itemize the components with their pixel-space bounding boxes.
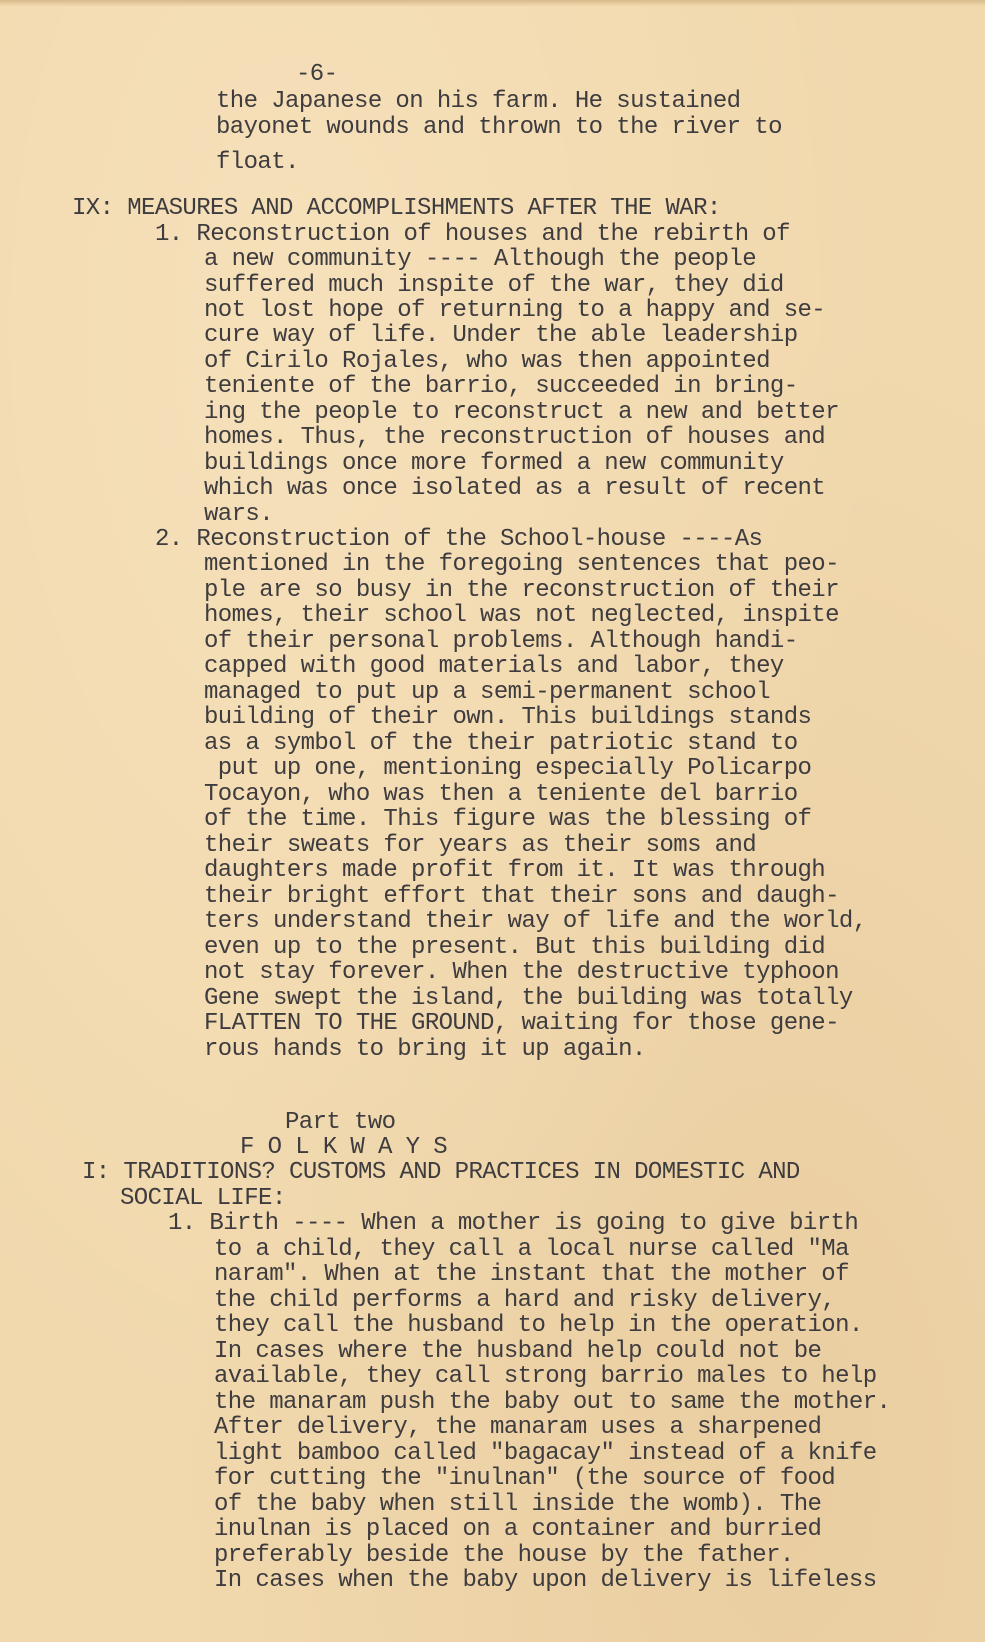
text-line: ing the people to reconstruct a new and better xyxy=(204,399,839,426)
text-line: their bright effort that their sons and daugh- xyxy=(204,883,839,910)
text-line: rous hands to bring it up again. xyxy=(204,1036,646,1063)
text-line: a new community ---- Although the people xyxy=(204,246,757,273)
text-line: for cutting the "inulnan" (the source of food xyxy=(214,1465,836,1492)
text-line: 2. Reconstruction of the School-house ----As xyxy=(155,526,763,553)
text-line: teniente of the barrio, succeeded in bring- xyxy=(204,373,798,400)
text-line: their sweats for years as their soms and xyxy=(204,832,757,859)
text-line: the Japanese on his farm. He sustained xyxy=(216,88,741,115)
text-line: ple are so busy in the reconstruction of their xyxy=(204,577,839,604)
text-line: of their personal problems. Although handi- xyxy=(204,628,798,655)
text-line: 1. Reconstruction of houses and the rebirth of xyxy=(155,221,790,248)
text-line: mentioned in the foregoing sentences that peo- xyxy=(204,551,839,578)
text-line: even up to the present. But this building did xyxy=(204,934,826,961)
text-line: wars. xyxy=(204,501,274,528)
text-line: homes, their school was not neglected, inspite xyxy=(204,602,839,629)
text-line: In cases where the husband help could not be xyxy=(214,1338,822,1365)
text-line: inulnan is placed on a container and burried xyxy=(214,1516,822,1543)
text-line: as a symbol of the their patriotic stand to xyxy=(204,730,798,757)
text-line: put up one, mentioning especially Policarpo xyxy=(204,755,812,782)
text-line: FLATTEN TO THE GROUND, waiting for those gene- xyxy=(204,1010,839,1037)
text-line: Tocayon, who was then a teniente del barrio xyxy=(204,781,798,808)
text-line: which was once isolated as a result of recent xyxy=(204,475,826,502)
text-line: In cases when the baby upon delivery is lifeless xyxy=(214,1567,877,1594)
text-line: daughters made profit from it. It was through xyxy=(204,857,826,884)
text-line: IX: MEASURES AND ACCOMPLISHMENTS AFTER THE WAR: xyxy=(72,195,721,222)
text-line: of the baby when still inside the womb). The xyxy=(214,1491,822,1518)
text-line: preferably beside the house by the father. xyxy=(214,1542,794,1569)
text-line: bayonet wounds and thrown to the river to xyxy=(216,114,782,141)
text-line: float. xyxy=(216,149,299,176)
text-line: the manaram push the baby out to same the mother. xyxy=(214,1389,891,1416)
page-number: -6- xyxy=(296,61,338,88)
text-line: homes. Thus, the reconstruction of houses and xyxy=(204,424,826,451)
text-line: light bamboo called "bagacay" instead of a knife xyxy=(214,1440,877,1467)
text-line: of Cirilo Rojales, who was then appointed xyxy=(204,348,770,375)
text-line: SOCIAL LIFE: xyxy=(120,1185,286,1212)
text-line: capped with good materials and labor, they xyxy=(204,653,784,680)
text-line: suffered much inspite of the war, they did xyxy=(204,272,784,299)
text-line: available, they call strong barrio males to help xyxy=(214,1363,877,1390)
text-line: Part two xyxy=(285,1109,396,1136)
text-line: buildings once more formed a new community xyxy=(204,450,784,477)
text-line: they call the husband to help in the operation. xyxy=(214,1312,863,1339)
text-line: I: TRADITIONS? CUSTOMS AND PRACTICES IN DOMESTIC AND xyxy=(82,1159,800,1186)
text-line: the child performs a hard and risky delivery, xyxy=(214,1287,836,1314)
text-line: 1. Birth ---- When a mother is going to give birth xyxy=(168,1210,859,1237)
text-line: ters understand their way of life and the world, xyxy=(204,908,867,935)
text-line: cure way of life. Under the able leadership xyxy=(204,322,798,349)
text-line: not stay forever. When the destructive typhoon xyxy=(204,959,839,986)
text-line: building of their own. This buildings stands xyxy=(204,704,812,731)
text-line: After delivery, the manaram uses a sharpened xyxy=(214,1414,822,1441)
text-line: of the time. This figure was the blessing of xyxy=(204,806,812,833)
text-line: naram". When at the instant that the mother of xyxy=(214,1261,849,1288)
text-line: managed to put up a semi-permanent school xyxy=(204,679,770,706)
text-line: not lost hope of returning to a happy and se- xyxy=(204,297,826,324)
text-line: F O L K W A Y S xyxy=(240,1134,448,1161)
text-line: to a child, they call a local nurse called "Ma xyxy=(214,1236,849,1263)
text-line: Gene swept the island, the building was totally xyxy=(204,985,853,1012)
